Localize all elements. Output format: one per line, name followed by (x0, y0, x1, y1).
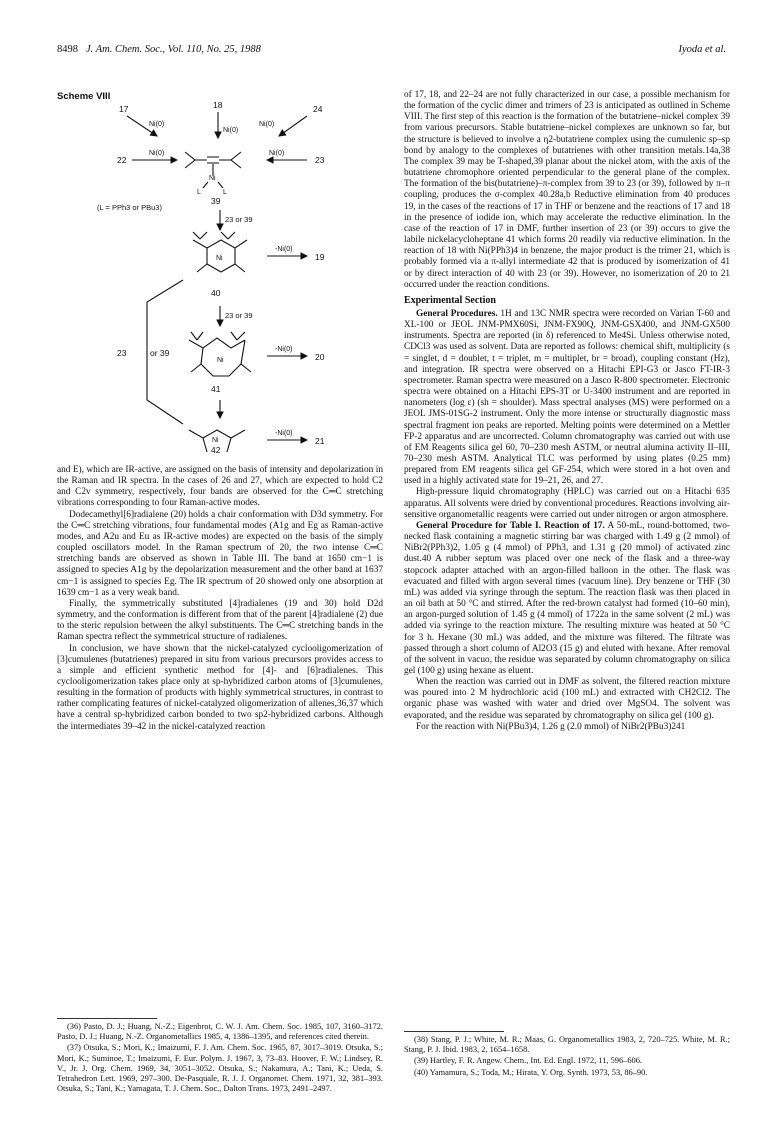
paragraph: and E), which are IR-active, are assigned on the basis of intensity and depolarization in the Raman and IR spectra. In the cases of 26 and 27, which are expected to hold C2 and C2v symmetry, respectively, four bands are observed for the C═C stretching vibrations corresponding to four Raman-active modes. (57, 465, 383, 509)
scheme-label-42: 42 (211, 445, 221, 455)
left-footnotes (57, 1022, 383, 1095)
paragraph-general-procedure-table: General Procedure for Table I. Reaction of 17. A 50-mL, round-bottomed, two-necked flask containing a magnetic stirring bar was charged with 1.49 g (2 mmol) of NiBr2(PPh3)2, 1.05 g (4 mmol) of PPh3, and 1.31 g (20 mmol) of activated zinc dust.40 A rubber septum was placed over one neck of the flask and a three-way stopcock adapter attached with an argon-filled balloon in the other. The flask was evacuated and filled with argon several times (vacuum line). Dry benzene or THF (30 mL) was added via syringe through the septum. The reaction flask was then placed in an oil bath at 50 °C and stirred. After the red-brown catalyst had formed (10–60 min), an argon-purged solution of 1.45 g (4 mmol) of 1722a in the same solvent (2 mL) was added via syringe to the reaction mixture. The resulting mixture was heated at 50 °C for 3 h. Hexane (30 mL) was added, and the mixture was filtered. The filtrate was passed through a short column of Al2O3 (15 g) and eluted with hexane. After removal of the solvent in vacuo, the residue was separated by column chromatography on silica gel (100 g) using hexane as eluent. (404, 520, 730, 676)
running-header-left (57, 44, 261, 55)
paragraph: When the reaction was carried out in DMF as solvent, the filtered reaction mixture was poured into 2 M hydrochloric acid (100 mL) and extracted with CH2Cl2. The organic phase was washed with water and dried over MgSO4. The solvent was evaporated, and the residue was separated by chromatography on silica gel (100 g). (404, 677, 730, 721)
journal-citation: J. Am. Chem. Soc., Vol. 110, No. 25, 1988 (86, 44, 261, 55)
scheme-l-a: L (197, 189, 201, 196)
page-number: 8498 (57, 44, 78, 55)
footnote-38: (38) Stang, P. J.; White, M. R.; Maas, G. Organometallics 1983, 2, 720–725. White, M. R.; Stang, P. J. Ibid. 1983, 2, 1654–1658. (404, 1035, 730, 1055)
scheme-ni-39: Ni (209, 175, 216, 182)
scheme-side-or39: or 39 (150, 348, 170, 358)
paragraph: Finally, the symmetrically substituted [4]radialenes (19 and 30) hold D2d symmetry, and the conformation is different from that of the parent [4]radialene (2) due to the steric repulsion between the alkyl substituents. The C═C stretching bands in the Raman spectra reflect the symmetrical structure of radialenes. (57, 598, 383, 643)
runin-title: General Procedures. (416, 308, 498, 319)
scheme-catalyst-a: Ni(0) (149, 121, 165, 128)
scheme-catalyst-c: Ni(0) (259, 121, 275, 128)
scheme-elim-19: -Ni(0) (275, 246, 293, 253)
paragraph: For the reaction with Ni(PBu3)4, 1.26 g (2.0 mmol) of NiBr2(PBu3)241 (416, 721, 686, 732)
scheme-label-39: 39 (211, 196, 221, 206)
scheme-catalyst-b: Ni(0) (223, 127, 239, 134)
scheme-diagram (57, 100, 383, 455)
paragraph-general-procedures: General Procedures. 1H and 13C NMR spectra were recorded on Varian T-60 and XL-100 or JEOL JNM-PMX60Si, JNM-FX90Q, JNM-GSX400, and JNM-GX500 instruments. Spectra are reported (in δ) referenced to Me4Si. Unless otherwise noted, CDCl3 was used as solvent. Data are reported as follows: chemical shift, multiplicity (s = singlet, d = doublet, t = triplet, m = multiplet, br = broad), coupling constant (Hz), and integration. IR spectra were observed on a Hitachi EPI-G3 or Jasco FT-IR-3 spectrometer. Raman spectra were measured on a Jasco R-800 spectrometer. Electronic spectra were obtained on a Hitachi EPS-3T or U-3400 instrument and are reported in nanometers (log ε) (sh = shoulder). Mass spectral analyses (MS) were performed on a JEOL JMS-01SG-2 instrument. Only the more intense or structurally diagnostic mass spectral fragment ion peaks are reported. Melting points were determined on a Mettler FP-2 apparatus and are uncorrected. Column chromatography was carried out with use of EM Reagents silica gel 60, 70–230 mesh ASTM, or neutral alumina activity II–III, 70–230 mesh ASTM. Analytical TLC was performed by using plates (0.25 mm) prepared from EM reagents silica gel GF-254, which were stored in a hot oven and used in a highly activated state for 19–21, 26, and 27. (404, 308, 730, 487)
scheme-ni-41: Ni (217, 357, 224, 364)
section-heading-experimental: Experimental Section (404, 294, 496, 306)
runin-title: General Procedure for Table I. Reaction of 17. (416, 520, 605, 531)
scheme-title: Scheme VIII (57, 91, 111, 102)
left-column-body (57, 465, 383, 733)
footnote-divider-right (404, 1031, 504, 1032)
scheme-ligand-note: (L = PPh3 or PBu3) (97, 203, 162, 212)
footnote-36: (36) Pasto, D. J.; Huang, N.-Z.; Eigenbrot, C. W. J. Am. Chem. Soc. 1985, 107, 3160–3172. Pasto, D. J.; Huang, N.-Z. Organometallics 1985, 4, 1386–1395, and references cited therein. (57, 1022, 383, 1042)
right-footnotes (404, 1035, 730, 1079)
scheme-step-b: 23 or 39 (225, 311, 253, 320)
paragraph: High-pressure liquid chromatography (HPLC) was carried out on a Hitachi 635 apparatus. All solvents were dried by conventional procedures. Reactions involving air-sensitive organometallic reagents were carried out under nitrogen or argon atmosphere. (404, 487, 730, 520)
scheme-label-41: 41 (211, 384, 221, 394)
footnote-37: (37) Otsuka, S.; Mori, K.; Imaizumi, F. J. Am. Chem. Soc. 1965, 87, 3017–3019. Otsuka, S.; Mori, K.; Suminoe, T.; Imaizumi, F. Eur. Polym. J. 1967, 3, 73–83. Hoover, F. W.; Lindsey, R. V., Jr. J. Org. Chem. 1969, 34, 3051–3052. Otsuka, S.; Nakamura, A.; Tani, K.; Ueda, S. Tetrahedron Lett. 1969, 297–300. De-Pasquale, R. J. J. Organomet. Chem. 1971, 32, 381–393. Otsuka, S.; Tani, K.; Yamagata, T. J. Chem. Soc., Dalton Trans. 1973, 2491–2497. (57, 1043, 383, 1094)
scheme-label-23: 23 (315, 155, 325, 165)
footnote-39: (39) Hartley, F. R. Angew. Chem., Int. Ed. Engl. 1972, 11, 596–606. (414, 1056, 642, 1066)
scheme-label-19: 19 (315, 252, 325, 262)
scheme-elim-21: -Ni(0) (275, 430, 293, 437)
scheme-ni-40: Ni (216, 255, 223, 262)
paragraph: of 17, 18, and 22–24 are not fully characterized in our case, a possible mechanism for the formation of the cyclic dimer and trimers of 23 is anticipated as outlined in Scheme VIII. The first step of this reaction is the formation of the butatriene–nickel complex 39 from various precursors. Stable butatriene–nickel complexes are unknown so far, but the structure is believed to involve a η2-butatriene complex using the cumulenic sp–sp bond by analogy to the complexes of butatrienes with other transition metals.14a,38 The complex 39 may be T-shaped,39 planar about the nickel atom, with the axis of the butatriene chromophore oriented perpendicular to the general plane of the complex. The formation of the bis(butatriene)–π-complex from 39 to 23 (or 39), followed by π–π coupling, produces the σ-complex 40.28a,b Reductive elimination from 40 produces 19, in the cases of the reactions of 17 in THF or benzene and the reactions of 17 and 18 in the presence of iodide ion, which may accelerate the reductive elimination. In the case of the reaction of 17 in DMF, further insertion of 23 (or 39) occurs to give the labile nickelacycloheptane 41 which forms 20 readily via reductive elimination. In the reaction of 18 with Ni(PPh3)4 in benzene, the major product is the trimer 21, which is probably formed via a π-allyl intermediate 42 that is produced by isomerization of 41 or by direct interaction of 40 with 23 (or 39). However, no isomerization of 20 to 21 occurred under the reaction conditions. (404, 90, 730, 290)
paragraph: Dodecamethyl[6]radialene (20) holds a chair conformation with D3d symmetry. For the C═C stretching vibrations, four fundamental modes (A1g and Eg as Raman-active modes, and A2u and Eu as IR-active modes) are expected on the basis of the simply coupled oscillators model. In the Raman spectrum of 20, the two intense C═C stretching bands are observed as shown in Table III. The band at 1650 cm−1 is assigned to species A1g by the depolarization measurement and the other band at 1637 cm−1 is assigned to species Eg. The IR spectrum of 20 showed only one absorption at 1639 cm−1 as a very weak band. (57, 509, 383, 598)
scheme-elim-20: -Ni(0) (275, 346, 293, 353)
scheme-label-17: 17 (119, 104, 129, 114)
footnote-divider-left (57, 1018, 157, 1019)
scheme-label-20: 20 (315, 352, 325, 362)
footnote-40: (40) Yamamura, S.; Toda, M.; Hirata, Y. Org. Synth. 1973, 53, 86–90. (414, 1067, 648, 1077)
scheme-label-21: 21 (315, 436, 325, 446)
scheme-label-22: 22 (117, 155, 127, 165)
paragraph: In conclusion, we have shown that the nickel-catalyzed cyclooligomerization of [3]cumulenes (butatrienes) prepared in situ from various precursors provides access to a simple and efficient synthetic method for [4]- and [6]radialenes. This cyclooligomerization takes place only at sp-hybridized carbon atoms of [3]cumulenes, resulting in the formation of products with highly symmetrical structures, in contrast to rather complicating features of nickel-catalyzed oligomerization of allenes,36,37 which have a central sp-hybridized carbon bonded to two sp2-hybridized carbons. Although the intermediates 39–42 in the nickel-catalyzed reaction (57, 643, 383, 732)
scheme-step-a: 23 or 39 (225, 215, 253, 224)
scheme-side-23: 23 (117, 348, 127, 358)
right-column-body (404, 90, 730, 733)
scheme-catalyst-e: Ni(0) (269, 150, 285, 157)
scheme-label-24: 24 (313, 104, 323, 114)
running-header-author: Iyoda et al. (678, 44, 726, 55)
scheme-label-18: 18 (213, 100, 223, 110)
scheme-catalyst-d: Ni(0) (149, 150, 165, 157)
scheme-label-40: 40 (211, 288, 221, 298)
scheme-l-b: L (223, 189, 227, 196)
scheme-ni-42: Ni (212, 437, 219, 444)
